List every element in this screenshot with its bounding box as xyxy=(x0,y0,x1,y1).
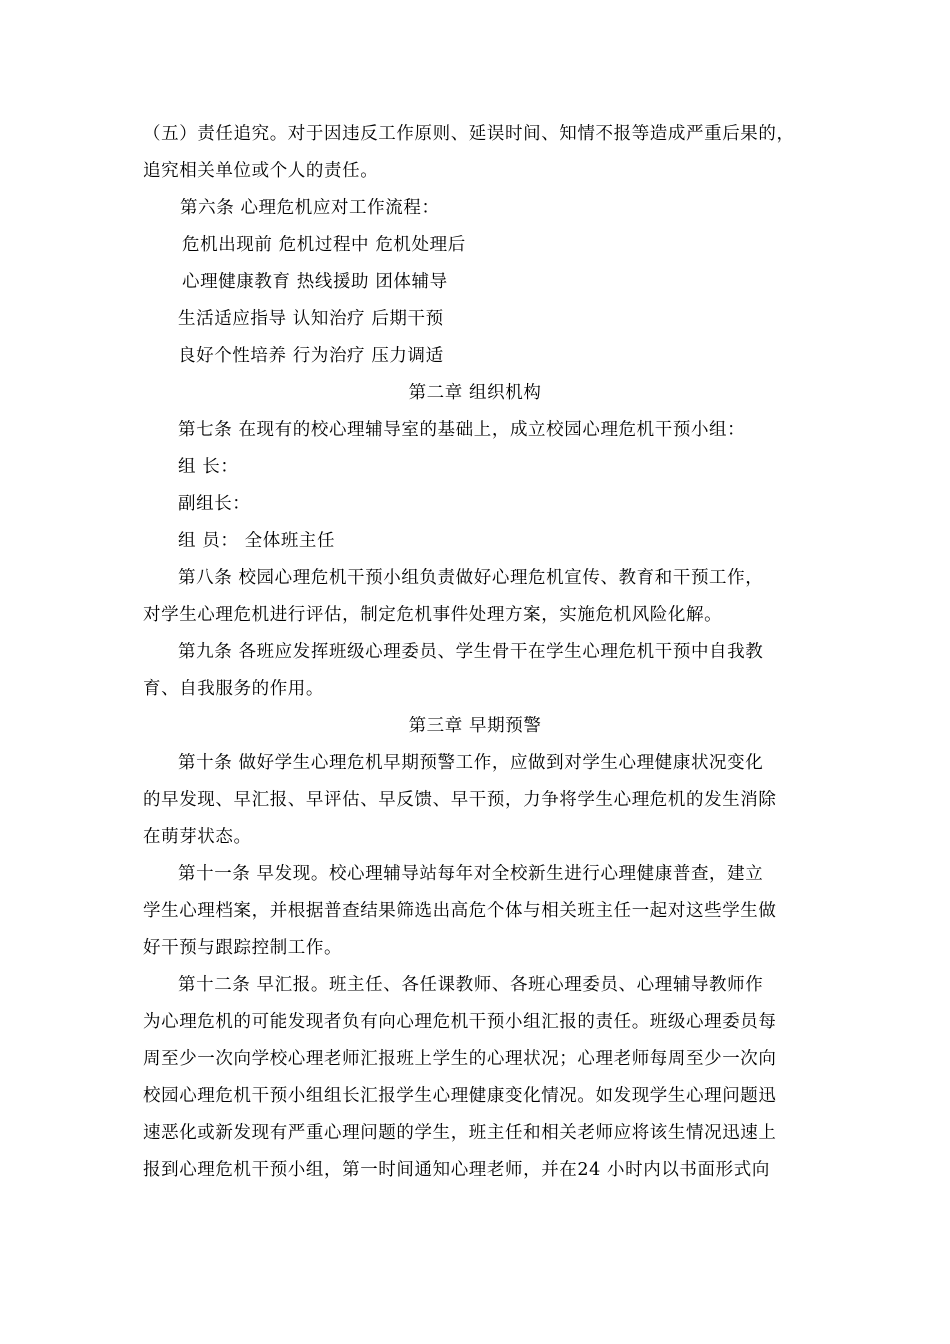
paragraph-line: 为心理危机的可能发现者负有向心理危机干预小组汇报的责任。班级心理委员每 xyxy=(143,1012,777,1032)
paragraph-line: （五）责任追究。对于因违反工作原则、延误时间、知情不报等造成严重后果的， xyxy=(143,124,795,144)
paragraph-line: 速恶化或新发现有严重心理问题的学生，班主任和相关老师应将该生情况迅速上 xyxy=(143,1123,777,1143)
paragraph-line: 报到心理危机干预小组，第一时间通知心理老师，并在24 小时内以书面形式向 xyxy=(143,1160,770,1180)
paragraph-line: 好干预与跟踪控制工作。 xyxy=(143,938,343,958)
member-line: 副组长： xyxy=(178,494,251,514)
paragraph-line: 第七条 在现有的校心理辅导室的基础上，成立校园心理危机干预小组： xyxy=(178,420,746,440)
paragraph-line: 第十一条 早发现。校心理辅导站每年对全校新生进行心理健康普查，建立 xyxy=(178,864,764,884)
paragraph-line: 第九条 各班应发挥班级心理委员、学生骨干在学生心理危机干预中自我教 xyxy=(178,642,764,662)
member-line: 组 长： xyxy=(178,457,239,477)
chapter-heading: 第二章 组织机构 xyxy=(408,383,542,403)
chapter-heading: 第三章 早期预警 xyxy=(408,716,542,736)
paragraph-line: 育、自我服务的作用。 xyxy=(143,679,324,699)
paragraph-line: 的早发现、早汇报、早评估、早反馈、早干预，力争将学生心理危机的发生消除 xyxy=(143,790,777,810)
paragraph-line: 校园心理危机干预小组组长汇报学生心理健康变化情况。如发现学生心理问题迅 xyxy=(143,1086,777,1106)
paragraph-line: 在萌芽状态。 xyxy=(143,827,252,847)
flow-row: 良好个性培养 行为治疗 压力调适 xyxy=(178,346,444,366)
paragraph-line: 周至少一次向学校心理老师汇报班上学生的心理状况；心理老师每周至少一次向 xyxy=(143,1049,777,1069)
flow-row: 生活适应指导 认知治疗 后期干预 xyxy=(178,309,444,329)
paragraph-line: 对学生心理危机进行评估，制定危机事件处理方案，实施危机风险化解。 xyxy=(143,605,723,625)
article-heading-line: 第六条 心理危机应对工作流程： xyxy=(180,198,440,218)
paragraph-line: 追究相关单位或个人的责任。 xyxy=(143,161,379,181)
paragraph-line: 学生心理档案，并根据普查结果筛选出高危个体与相关班主任一起对这些学生做 xyxy=(143,901,777,921)
flow-row: 心理健康教育 热线援助 团体辅导 xyxy=(182,272,448,292)
paragraph-line: 第十条 做好学生心理危机早期预警工作，应做到对学生心理健康状况变化 xyxy=(178,753,764,773)
paragraph-line: 第八条 校园心理危机干预小组负责做好心理危机宣传、教育和干预工作， xyxy=(178,568,764,588)
member-line: 组 员： 全体班主任 xyxy=(178,531,336,551)
flow-row: 危机出现前 危机过程中 危机处理后 xyxy=(182,235,466,255)
paragraph-line: 第十二条 早汇报。班主任、各任课教师、各班心理委员、心理辅导教师作 xyxy=(178,975,764,995)
